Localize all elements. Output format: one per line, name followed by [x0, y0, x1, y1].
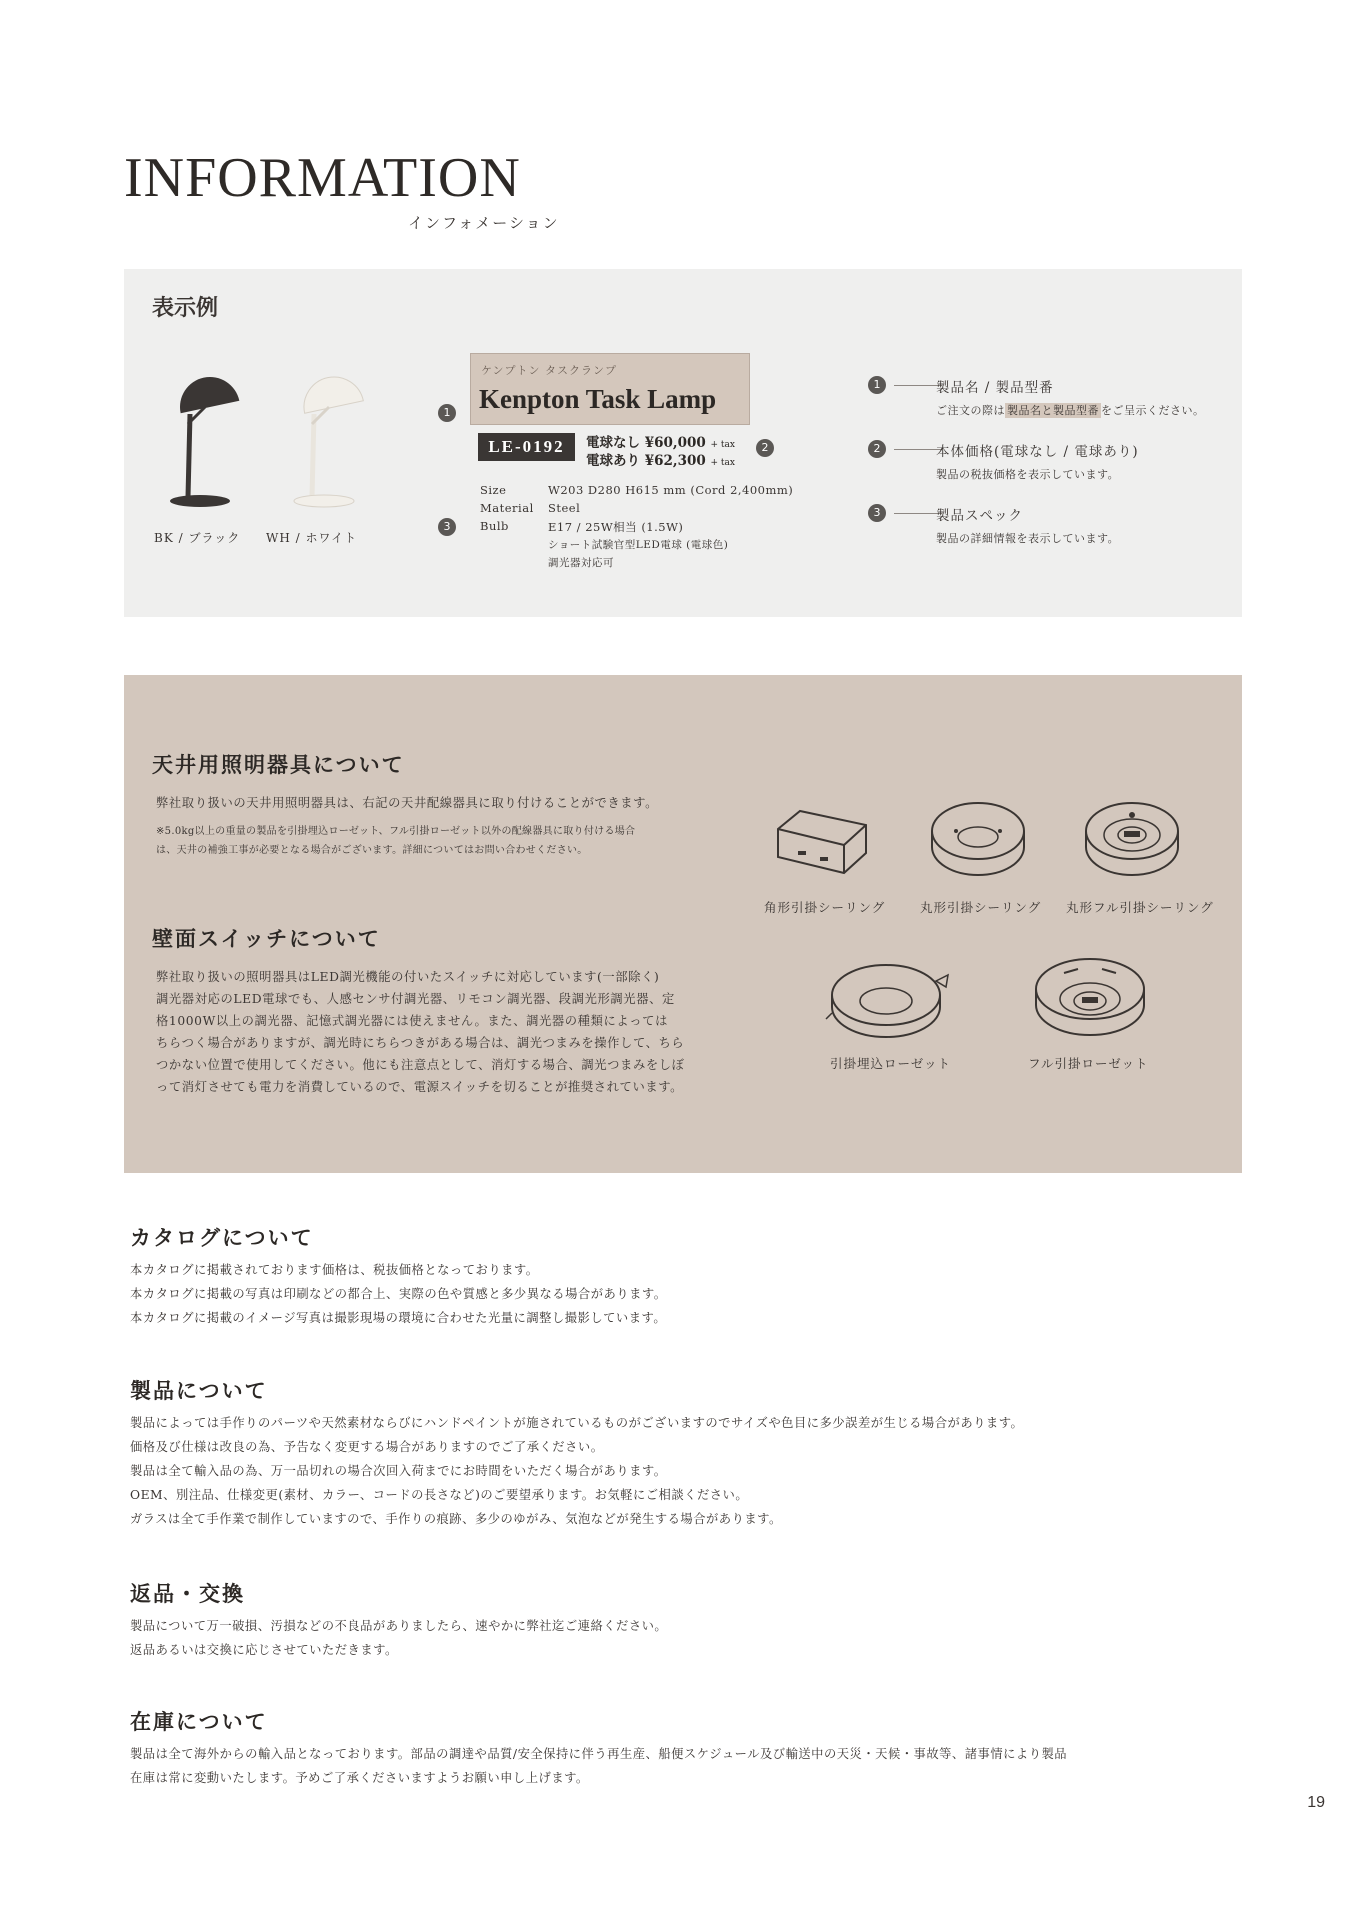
stock-heading: 在庫について [130, 1709, 268, 1734]
catalog-line: 本カタログに掲載されております価格は、税抜価格となっております。 [130, 1263, 539, 1277]
product-line: 価格及び仕様は改良の為、予告なく変更する場合がありますのでご了承ください。 [130, 1440, 604, 1454]
legend-title: 製品名 / 製品型番 [936, 380, 1054, 396]
product-line: 製品は全て輸入品の為、万一品切れの場合次回入荷までにお時間をいただく場合があります。 [130, 1464, 667, 1478]
product-line: ガラスは全て手作業で制作していますので、手作りの痕跡、多少のゆがみ、気泡などが発生する場合があります。 [130, 1512, 782, 1526]
product-line: 製品によっては手作りのパーツや天然素材ならびにハンドペイントが施されているものがございますのでサイズや色目に多少誤差が生じる場合があります。 [130, 1416, 1024, 1430]
switch-heading: 壁面スイッチについて [152, 926, 381, 951]
price-with-bulb: 電球あり ¥62,300 + tax [586, 453, 735, 469]
page-subtitle: インフォメーション [408, 214, 560, 232]
legend-title: 製品スペック [936, 508, 1023, 524]
returns-line: 返品あるいは交換に応じさせていただきます。 [130, 1643, 398, 1657]
spec-label: Bulb [480, 519, 509, 533]
leader-line [894, 385, 942, 386]
spec-label: Size [480, 483, 507, 497]
page-title: INFORMATION [124, 147, 521, 209]
returns-line: 製品について万一破損、汚損などの不良品がありましたら、速やかに弊社迄ご連絡ください。 [130, 1619, 668, 1633]
switch-line: 調光器対応のLED電球でも、人感センサ付調光器、リモコン調光器、段調光形調光器、定 [156, 992, 675, 1006]
product-kana: ケンプトン タスクランプ [481, 364, 617, 377]
marker-3: 3 [438, 518, 456, 536]
switch-line: って消灯させても電力を消費しているので、電源スイッチを切ることが推奨されています。 [156, 1080, 684, 1094]
ceiling-note: ※5.0kg以上の重量の製品を引掛埋込ローゼット、フル引掛ローゼット以外の配線器具に取り付ける場合 [156, 826, 636, 837]
legend-marker: 2 [868, 440, 886, 458]
spec-value: ショート試験官型LED電球 (電球色) [548, 539, 729, 551]
catalog-line: 本カタログに掲載のイメージ写真は撮影現場の環境に合わせた光量に調整し撮影しています。 [130, 1311, 667, 1325]
round-full-ceiling-fixture-image [1080, 797, 1184, 881]
fixture-caption: 丸形フル引掛シーリング [1066, 900, 1214, 915]
legend-desc: ご注文の際は 製品名と製品型番 をご呈示ください。 [936, 404, 1205, 417]
switch-line: 弊社取り扱いの照明器具はLED調光機能の付いたスイッチに対応しています(一部除く) [156, 970, 660, 984]
stock-line: 在庫は常に変動いたします。予めご了承くださいますようお願い申し上げます。 [130, 1771, 589, 1785]
fixture-caption: 角形引掛シーリング [764, 900, 886, 915]
ceiling-text: 弊社取り扱いの天井用照明器具は、右記の天井配線器具に取り付けることができます。 [156, 796, 658, 810]
switch-line: ちらつく場合がありますが、調光時にちらつきがある場合は、調光つまみを操作して、ちら [156, 1036, 685, 1050]
display-example-panel [124, 269, 1242, 617]
white-lamp-caption: WH / ホワイト [266, 531, 358, 545]
switch-line: つかない位置で使用してください。他にも注意点として、消灯する場合、調光つまみをしぼ [156, 1058, 685, 1072]
page-number: 19 [1307, 1794, 1325, 1811]
fixture-caption: フル引掛ローゼット [1028, 1056, 1149, 1071]
returns-heading: 返品・交換 [130, 1581, 245, 1606]
fixture-caption: 引掛埋込ローゼット [830, 1056, 952, 1071]
product-heading: 製品について [130, 1378, 268, 1403]
switch-line: 格1000W以上の調光器、記憶式調光器には使えません。また、調光器の種類によっては [156, 1014, 668, 1028]
product-line: OEM、別注品、仕様変更(素材、カラー、コードの長さなど)のご要望承ります。お気軽にご相談ください。 [130, 1488, 749, 1502]
stock-line: 製品は全て海外からの輸入品となっております。部品の調達や品質/安全保持に伴う再生産、船便スケジュール及び輸送中の天災・天候・事故等、諸事情により製品 [130, 1747, 1068, 1761]
spec-value: 調光器対応可 [548, 557, 614, 569]
fixture-caption: 丸形引掛シーリング [920, 900, 1042, 915]
black-lamp-image [150, 369, 250, 519]
spec-value: Steel [548, 501, 581, 515]
marker-1: 1 [438, 404, 456, 422]
price-no-bulb: 電球なし ¥60,000 + tax [586, 435, 735, 451]
legend-desc: 製品の税抜価格を表示しています。 [936, 468, 1120, 481]
ceiling-heading: 天井用照明器具について [152, 752, 405, 777]
marker-2: 2 [756, 439, 774, 457]
legend-title: 本体価格(電球なし / 電球あり) [936, 444, 1139, 460]
full-rosette-image [1030, 953, 1154, 1047]
product-code: LE-0192 [478, 433, 575, 461]
leader-line [894, 513, 942, 514]
legend-marker: 1 [868, 376, 886, 394]
white-lamp-image [274, 369, 374, 519]
example-heading: 表示例 [152, 295, 219, 321]
spec-value: W203 D280 H615 mm (Cord 2,400mm) [548, 483, 794, 497]
legend-marker: 3 [868, 504, 886, 522]
ceiling-note: は、天井の補強工事が必要となる場合がございます。詳細についてはお問い合わせください。 [156, 845, 588, 856]
product-name-box [470, 353, 750, 425]
leader-line [894, 449, 942, 450]
legend-desc: 製品の詳細情報を表示しています。 [936, 532, 1120, 545]
catalog-heading: カタログについて [130, 1225, 314, 1250]
embedded-rosette-image [824, 957, 954, 1047]
square-ceiling-fixture-image [770, 801, 874, 881]
spec-label: Material [480, 501, 534, 515]
product-name: Kenpton Task Lamp [479, 384, 717, 414]
spec-value: E17 / 25W相当 (1.5W) [548, 520, 684, 534]
fixtures-panel [124, 675, 1242, 1173]
round-ceiling-fixture-image [926, 797, 1030, 881]
black-lamp-caption: BK / ブラック [154, 531, 241, 545]
catalog-line: 本カタログに掲載の写真は印刷などの都合上、実際の色や質感と多少異なる場合があります。 [130, 1287, 667, 1301]
